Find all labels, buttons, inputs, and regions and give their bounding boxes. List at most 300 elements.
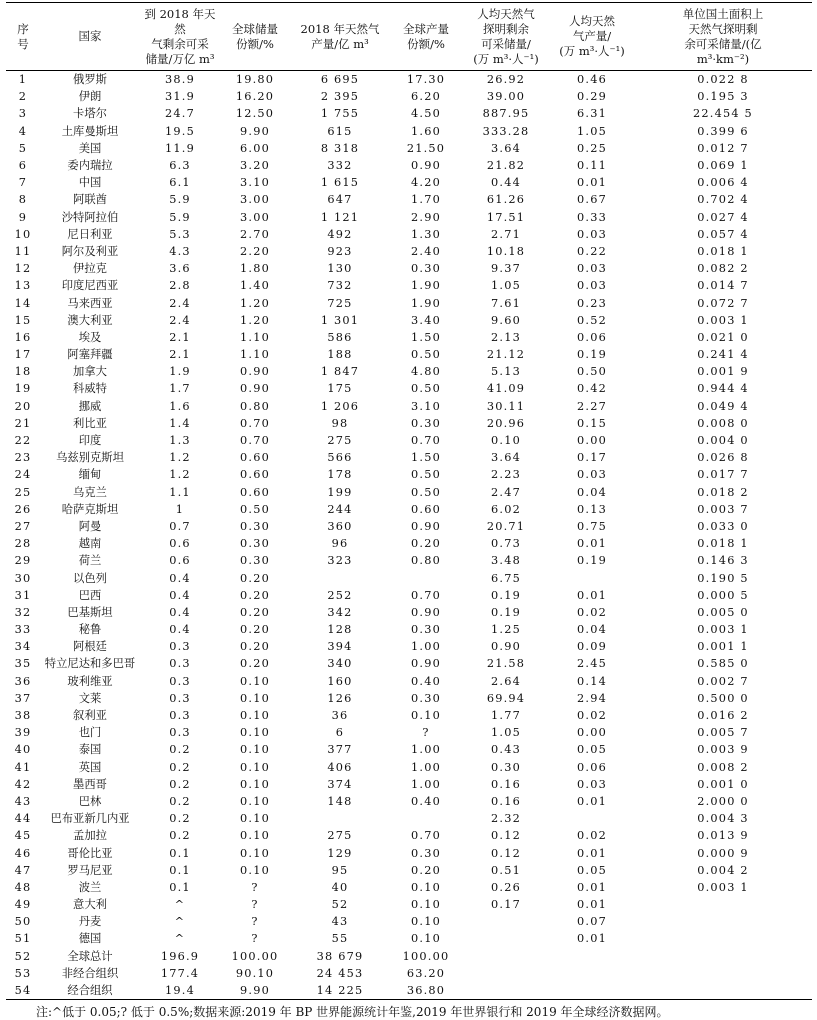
production-per-capita-value: 0.03	[577, 279, 607, 293]
reserves-value: 0.3	[169, 674, 191, 688]
production-value: 1 615	[320, 176, 360, 190]
country-name: 经合组织	[40, 982, 140, 1000]
production-share-value: 0.90	[411, 159, 441, 173]
header-index: 序 号	[6, 3, 40, 71]
reserves-value: 19.5	[165, 124, 195, 138]
reserves-value: 196.9	[160, 949, 200, 963]
reserves-value: 5.9	[169, 193, 191, 207]
country-name: 哈萨克斯坦	[61, 502, 119, 516]
reserves-value: 1.2	[169, 468, 191, 482]
country-name: 加拿大	[73, 365, 107, 379]
production-share-value: 63.20	[406, 966, 446, 980]
reserve-share-value: 0.10	[240, 760, 270, 774]
reserve-share-value: 0.60	[240, 451, 270, 465]
reserves-per-area-value: 0.399 6	[697, 124, 749, 138]
table-row	[6, 518, 812, 535]
row-index: 50	[14, 915, 32, 929]
reserve-share-value: 3.10	[240, 176, 270, 190]
production-share-value: 0.50	[411, 468, 441, 482]
production-per-capita-value: 0.01	[577, 176, 607, 190]
table-row	[6, 415, 812, 432]
country-name: 波兰	[78, 880, 102, 894]
reserves-per-capita-value: 2.23	[491, 468, 521, 482]
reserves-per-area-value: 0.001 0	[697, 777, 749, 791]
table-footnote: 注:^低于 0.05;? 低于 0.5%;数据来源:2019 年 BP 世界能源统计年鉴,2019 年世界银行和 2019 年全球经济数据网。	[36, 1005, 669, 1020]
table-row	[6, 466, 812, 483]
production-share-value: 0.90	[411, 519, 441, 533]
reserves-value: ^	[174, 915, 186, 929]
reserves-per-area-value: 0.003 9	[697, 743, 749, 757]
country-name: 委内瑞拉	[67, 159, 113, 173]
reserves-per-capita-value: 69.94	[486, 691, 526, 705]
reserves-per-capita-value: 39.00	[486, 90, 526, 104]
row-index: 20	[14, 399, 32, 413]
production-share-value: 0.30	[411, 623, 441, 637]
country-name: 意大利	[73, 898, 107, 912]
production-value: 275	[327, 434, 353, 448]
reserves-value: 0.3	[169, 691, 191, 705]
reserves-value: 0.6	[169, 554, 191, 568]
production-value: 377	[327, 743, 353, 757]
production-per-capita-value: 0.17	[577, 451, 607, 465]
table-row	[6, 191, 812, 208]
production-share-value: 2.40	[411, 244, 441, 258]
reserves-per-area-value: 0.003 1	[697, 880, 749, 894]
reserves-per-area-value: 0.082 2	[697, 262, 749, 276]
production-share-value: 1.90	[411, 296, 441, 310]
table-row	[6, 140, 812, 157]
reserves-per-area-value: 0.008 2	[697, 760, 749, 774]
reserve-share-value: 16.20	[235, 90, 275, 104]
production-share-value: 3.40	[411, 313, 441, 327]
reserves-per-area-value: 0.001 9	[697, 365, 749, 379]
production-per-capita-value: 0.03	[577, 777, 607, 791]
row-index: 3	[18, 107, 28, 121]
header-country: 国家	[40, 3, 140, 71]
reserves-value: 1	[175, 502, 185, 516]
reserves-per-area-value	[634, 913, 812, 930]
production-value: 615	[327, 124, 353, 138]
country-name: 缅甸	[78, 468, 102, 482]
production-per-capita-value	[550, 982, 634, 1000]
reserves-value: 0.6	[169, 537, 191, 551]
reserves-per-capita-value: 20.96	[486, 416, 526, 430]
production-per-capita-value: 0.19	[577, 554, 607, 568]
production-value: 374	[327, 777, 353, 791]
table-row	[6, 71, 812, 89]
reserves-per-area-value	[634, 896, 812, 913]
reserves-per-capita-value: 1.77	[491, 709, 521, 723]
production-per-capita-value: 0.05	[577, 863, 607, 877]
row-index: 14	[14, 296, 32, 310]
production-value	[290, 569, 390, 586]
reserves-per-area-value: 0.001 1	[697, 640, 749, 654]
row-index: 18	[14, 365, 32, 379]
table-row	[6, 827, 812, 844]
production-per-capita-value: 0.04	[577, 623, 607, 637]
production-value: 647	[327, 193, 353, 207]
table-row	[6, 604, 812, 621]
reserves-per-capita-value: 0.44	[491, 176, 521, 190]
row-index: 37	[14, 691, 32, 705]
production-per-capita-value: 0.01	[577, 846, 607, 860]
production-value: 1 847	[320, 365, 360, 379]
reserves-per-capita-value: 3.64	[491, 141, 521, 155]
table-row	[6, 243, 812, 260]
row-index: 53	[14, 966, 32, 980]
production-share-value: 0.70	[411, 588, 441, 602]
row-index: 38	[14, 709, 32, 723]
country-name: 印度	[78, 434, 102, 448]
reserves-value: 177.4	[160, 966, 200, 980]
table-row	[6, 621, 812, 638]
reserve-share-value: 0.90	[240, 382, 270, 396]
reserves-value: 1.3	[169, 434, 191, 448]
row-index: 48	[14, 880, 32, 894]
country-name: 俄罗斯	[73, 73, 107, 87]
reserves-per-capita-value	[462, 948, 550, 965]
reserves-per-area-value: 0.944 4	[697, 382, 749, 396]
production-share-value: 1.30	[411, 227, 441, 241]
production-share-value: 4.80	[411, 365, 441, 379]
reserves-per-area-value: 0.022 8	[697, 73, 749, 87]
reserve-share-value: 9.90	[240, 124, 270, 138]
production-share-value: 0.20	[411, 537, 441, 551]
row-index: 27	[14, 519, 32, 533]
reserves-value: 0.2	[169, 812, 191, 826]
reserve-share-value: 1.10	[240, 348, 270, 362]
production-per-capita-value: 0.15	[577, 416, 607, 430]
production-share-value: 0.90	[411, 605, 441, 619]
production-per-capita-value: 2.45	[577, 657, 607, 671]
reserves-per-area-value: 0.016 2	[697, 709, 749, 723]
reserves-per-capita-value: 1.05	[491, 726, 521, 740]
production-share-value: 1.00	[411, 640, 441, 654]
production-value: 923	[327, 244, 353, 258]
country-name: 卡塔尔	[73, 107, 107, 121]
reserves-per-area-value: 0.005 7	[697, 726, 749, 740]
reserves-per-area-value: 0.027 4	[697, 210, 749, 224]
reserves-per-area-value: 0.004 3	[697, 812, 749, 826]
production-value: 732	[327, 279, 353, 293]
production-per-capita-value: 0.06	[577, 760, 607, 774]
row-index: 15	[14, 313, 32, 327]
reserves-value: 2.4	[169, 296, 191, 310]
production-value: 1 121	[320, 210, 360, 224]
production-per-capita-value: 0.01	[577, 880, 607, 894]
production-per-capita-value: 0.07	[577, 915, 607, 929]
reserves-per-area-value: 0.014 7	[697, 279, 749, 293]
reserve-share-value: 0.30	[240, 519, 270, 533]
production-value: 360	[327, 519, 353, 533]
reserves-per-area-value: 0.004 0	[697, 434, 749, 448]
row-index: 19	[14, 382, 32, 396]
reserve-share-value: 0.20	[240, 588, 270, 602]
country-name: 罗马尼亚	[67, 863, 113, 877]
production-share-value: 0.80	[411, 554, 441, 568]
production-value: 332	[327, 159, 353, 173]
country-name: 也门	[78, 726, 102, 740]
production-value: 725	[327, 296, 353, 310]
production-value: 129	[327, 846, 353, 860]
table-row	[6, 844, 812, 861]
header-production-per-capita: 人均天然 气产量/ (万 m³·人⁻¹)	[550, 3, 634, 71]
country-name: 阿塞拜疆	[67, 348, 113, 362]
production-per-capita-value: 0.19	[577, 348, 607, 362]
production-share-value: 17.30	[406, 73, 446, 87]
reserve-share-value: 2.70	[240, 227, 270, 241]
production-per-capita-value: 1.05	[577, 124, 607, 138]
reserve-share-value: 3.00	[240, 193, 270, 207]
row-index: 12	[14, 262, 32, 276]
reserves-value: 2.4	[169, 313, 191, 327]
country-name: 德国	[78, 932, 102, 946]
reserves-per-area-value: 22.454 5	[693, 107, 753, 121]
country-name: 马来西亚	[67, 296, 113, 310]
reserves-per-area-value	[634, 930, 812, 947]
country-name: 以色列	[73, 571, 107, 585]
reserves-value: 11.9	[165, 141, 195, 155]
reserve-share-value: 19.80	[235, 73, 275, 87]
row-index: 11	[14, 244, 32, 258]
reserve-share-value: 0.20	[240, 657, 270, 671]
row-index: 17	[14, 348, 32, 362]
row-index: 21	[14, 416, 32, 430]
reserves-per-area-value: 0.072 7	[697, 296, 749, 310]
reserves-per-area-value	[634, 965, 812, 982]
production-per-capita-value: 0.50	[577, 365, 607, 379]
row-index: 45	[14, 829, 32, 843]
production-value: 55	[331, 932, 349, 946]
table-row	[6, 88, 812, 105]
production-value: 586	[327, 330, 353, 344]
reserves-per-capita-value: 3.48	[491, 554, 521, 568]
row-index: 28	[14, 537, 32, 551]
production-value: 1 206	[320, 399, 360, 413]
production-share-value: 0.50	[411, 382, 441, 396]
reserves-value: 0.4	[169, 571, 191, 585]
production-per-capita-value: 0.01	[577, 537, 607, 551]
row-index: 39	[14, 726, 32, 740]
reserves-per-capita-value: 20.71	[486, 519, 526, 533]
reserves-per-capita-value: 7.61	[491, 296, 521, 310]
table-row	[6, 294, 812, 311]
production-share-value: 0.20	[411, 863, 441, 877]
reserves-per-capita-value: 887.95	[482, 107, 530, 121]
header-reserves-per-capita: 人均天然气 探明剩余 可采储量/ (万 m³·人⁻¹)	[462, 3, 550, 71]
production-per-capita-value: 0.52	[577, 313, 607, 327]
reserve-share-value: 0.10	[240, 777, 270, 791]
reserve-share-value: 0.50	[240, 502, 270, 516]
table-row	[6, 793, 812, 810]
country-name: 澳大利亚	[67, 313, 113, 327]
production-per-capita-value: 0.02	[577, 829, 607, 843]
reserves-value: 1.4	[169, 416, 191, 430]
table-row	[6, 380, 812, 397]
reserves-per-capita-value: 21.58	[486, 657, 526, 671]
table-row	[6, 432, 812, 449]
country-name: 哥伦比亚	[67, 846, 113, 860]
production-value: 14 225	[290, 982, 390, 1000]
table-row	[6, 707, 812, 724]
reserves-per-area-value: 0.195 3	[697, 90, 749, 104]
country-name: 乌克兰	[73, 485, 107, 499]
reserves-per-area-value: 0.013 9	[697, 829, 749, 843]
reserves-value: 0.2	[169, 777, 191, 791]
reserves-value: 0.1	[169, 880, 191, 894]
reserves-per-capita-value: 0.19	[491, 605, 521, 619]
production-share-value: 0.10	[411, 898, 441, 912]
reserves-per-area-value: 0.003 1	[697, 623, 749, 637]
table-row	[6, 638, 812, 655]
table-row	[6, 741, 812, 758]
row-index: 46	[14, 846, 32, 860]
country-name: 非经合组织	[61, 966, 119, 980]
row-index: 54	[6, 982, 40, 1000]
row-index: 6	[18, 159, 28, 173]
reserve-share-value: 0.10	[240, 794, 270, 808]
table-row	[6, 810, 812, 827]
reserves-per-capita-value: 2.13	[491, 330, 521, 344]
production-share-value: 0.70	[411, 434, 441, 448]
row-index: 22	[14, 434, 32, 448]
production-value: 275	[327, 829, 353, 843]
reserves-value: 19.4	[140, 982, 220, 1000]
reserves-per-capita-value: 0.43	[491, 743, 521, 757]
reserve-share-value: 0.90	[240, 365, 270, 379]
reserves-per-area-value: 0.008 0	[697, 416, 749, 430]
reserve-share-value: 0.80	[240, 399, 270, 413]
header-production: 2018 年天然气 产量/亿 m³	[290, 3, 390, 71]
table-row	[6, 879, 812, 896]
country-name: 尼日利亚	[67, 227, 113, 241]
production-value: 342	[327, 605, 353, 619]
production-per-capita-value: 0.67	[577, 193, 607, 207]
row-index: 25	[14, 485, 32, 499]
reserves-value: 0.3	[169, 726, 191, 740]
country-name: 叙利亚	[73, 709, 107, 723]
reserve-share-value: ?	[251, 880, 259, 894]
country-name: 巴布亚新几内亚	[50, 812, 130, 826]
production-value: 1 755	[320, 107, 360, 121]
header-row	[6, 3, 812, 71]
reserve-share-value: 0.60	[240, 485, 270, 499]
reserves-per-area-value: 0.005 0	[697, 605, 749, 619]
reserves-per-capita-value: 0.12	[491, 829, 521, 843]
production-per-capita-value: 0.75	[577, 519, 607, 533]
production-per-capita-value: 0.14	[577, 674, 607, 688]
reserves-per-area-value: 0.000 9	[697, 846, 749, 860]
production-per-capita-value: 0.01	[577, 898, 607, 912]
reserves-value: 0.4	[169, 605, 191, 619]
table-row	[6, 329, 812, 346]
table-row	[6, 965, 812, 982]
country-name: 美国	[78, 141, 102, 155]
country-name: 中国	[78, 176, 102, 190]
reserve-share-value: 0.20	[240, 623, 270, 637]
production-value: 52	[331, 898, 349, 912]
production-per-capita-value: 2.27	[577, 399, 607, 413]
row-index: 5	[18, 141, 28, 155]
reserves-value: 24.7	[165, 107, 195, 121]
production-share-value: 0.10	[411, 709, 441, 723]
reserves-per-area-value: 0.018 2	[697, 485, 749, 499]
row-index: 26	[14, 502, 32, 516]
reserve-share-value: 0.10	[240, 743, 270, 757]
production-value: 2 395	[320, 90, 360, 104]
table-row	[6, 157, 812, 174]
production-share-value: 0.10	[411, 932, 441, 946]
row-index: 52	[14, 949, 32, 963]
production-per-capita-value: 0.09	[577, 640, 607, 654]
country-name: 挪威	[78, 399, 102, 413]
table-row	[6, 776, 812, 793]
production-value: 36	[331, 709, 349, 723]
production-share-value: 1.00	[411, 760, 441, 774]
reserves-value: 0.3	[169, 657, 191, 671]
reserves-per-capita-value: 5.13	[491, 365, 521, 379]
reserve-share-value: ?	[251, 915, 259, 929]
reserves-value: 2.1	[169, 348, 191, 362]
reserves-per-area-value: 2.000 0	[697, 794, 749, 808]
row-index: 10	[14, 227, 32, 241]
production-share-value: 1.00	[411, 777, 441, 791]
reserves-per-area-value: 0.021 0	[697, 330, 749, 344]
reserves-per-capita-value: 0.51	[491, 863, 521, 877]
production-value: 40	[331, 880, 349, 894]
production-value: 98	[331, 416, 349, 430]
production-per-capita-value	[550, 569, 634, 586]
reserves-per-capita-value: 2.71	[491, 227, 521, 241]
reserves-value: 0.2	[169, 829, 191, 843]
production-per-capita-value: 0.11	[577, 159, 607, 173]
reserve-share-value: 0.30	[240, 537, 270, 551]
reserve-share-value: 0.60	[240, 468, 270, 482]
table-row	[6, 105, 812, 122]
reserves-per-area-value: 0.057 4	[697, 227, 749, 241]
reserves-value: 1.7	[169, 382, 191, 396]
row-index: 32	[14, 605, 32, 619]
country-name: 秘鲁	[78, 623, 102, 637]
reserves-per-area-value: 0.049 4	[697, 399, 749, 413]
reserves-per-area-value: 0.241 4	[697, 348, 749, 362]
reserves-per-area-value: 0.069 1	[697, 159, 749, 173]
row-index: 36	[14, 674, 32, 688]
reserves-per-capita-value: 9.60	[491, 313, 521, 327]
reserves-per-area-value: 0.002 7	[697, 674, 749, 688]
reserve-share-value: 1.20	[240, 296, 270, 310]
country-name: 巴林	[78, 794, 102, 808]
reserves-value: 6.1	[169, 176, 191, 190]
reserve-share-value: 90.10	[235, 966, 275, 980]
reserves-per-area-value: 0.003 1	[697, 313, 749, 327]
reserves-per-area-value: 0.017 7	[697, 468, 749, 482]
reserves-per-capita-value: 2.47	[491, 485, 521, 499]
production-share-value: 1.60	[411, 124, 441, 138]
table-row	[6, 759, 812, 776]
reserves-per-area-value: 0.585 0	[697, 657, 749, 671]
production-per-capita-value: 0.02	[577, 709, 607, 723]
production-per-capita-value: 0.00	[577, 434, 607, 448]
country-name: 伊拉克	[73, 262, 107, 276]
production-per-capita-value: 0.06	[577, 330, 607, 344]
production-value: 175	[327, 382, 353, 396]
production-share-value: 0.10	[411, 880, 441, 894]
row-index: 7	[18, 176, 28, 190]
reserves-per-area-value: 0.146 3	[697, 554, 749, 568]
row-index: 47	[14, 863, 32, 877]
reserves-per-capita-value: 2.64	[491, 674, 521, 688]
